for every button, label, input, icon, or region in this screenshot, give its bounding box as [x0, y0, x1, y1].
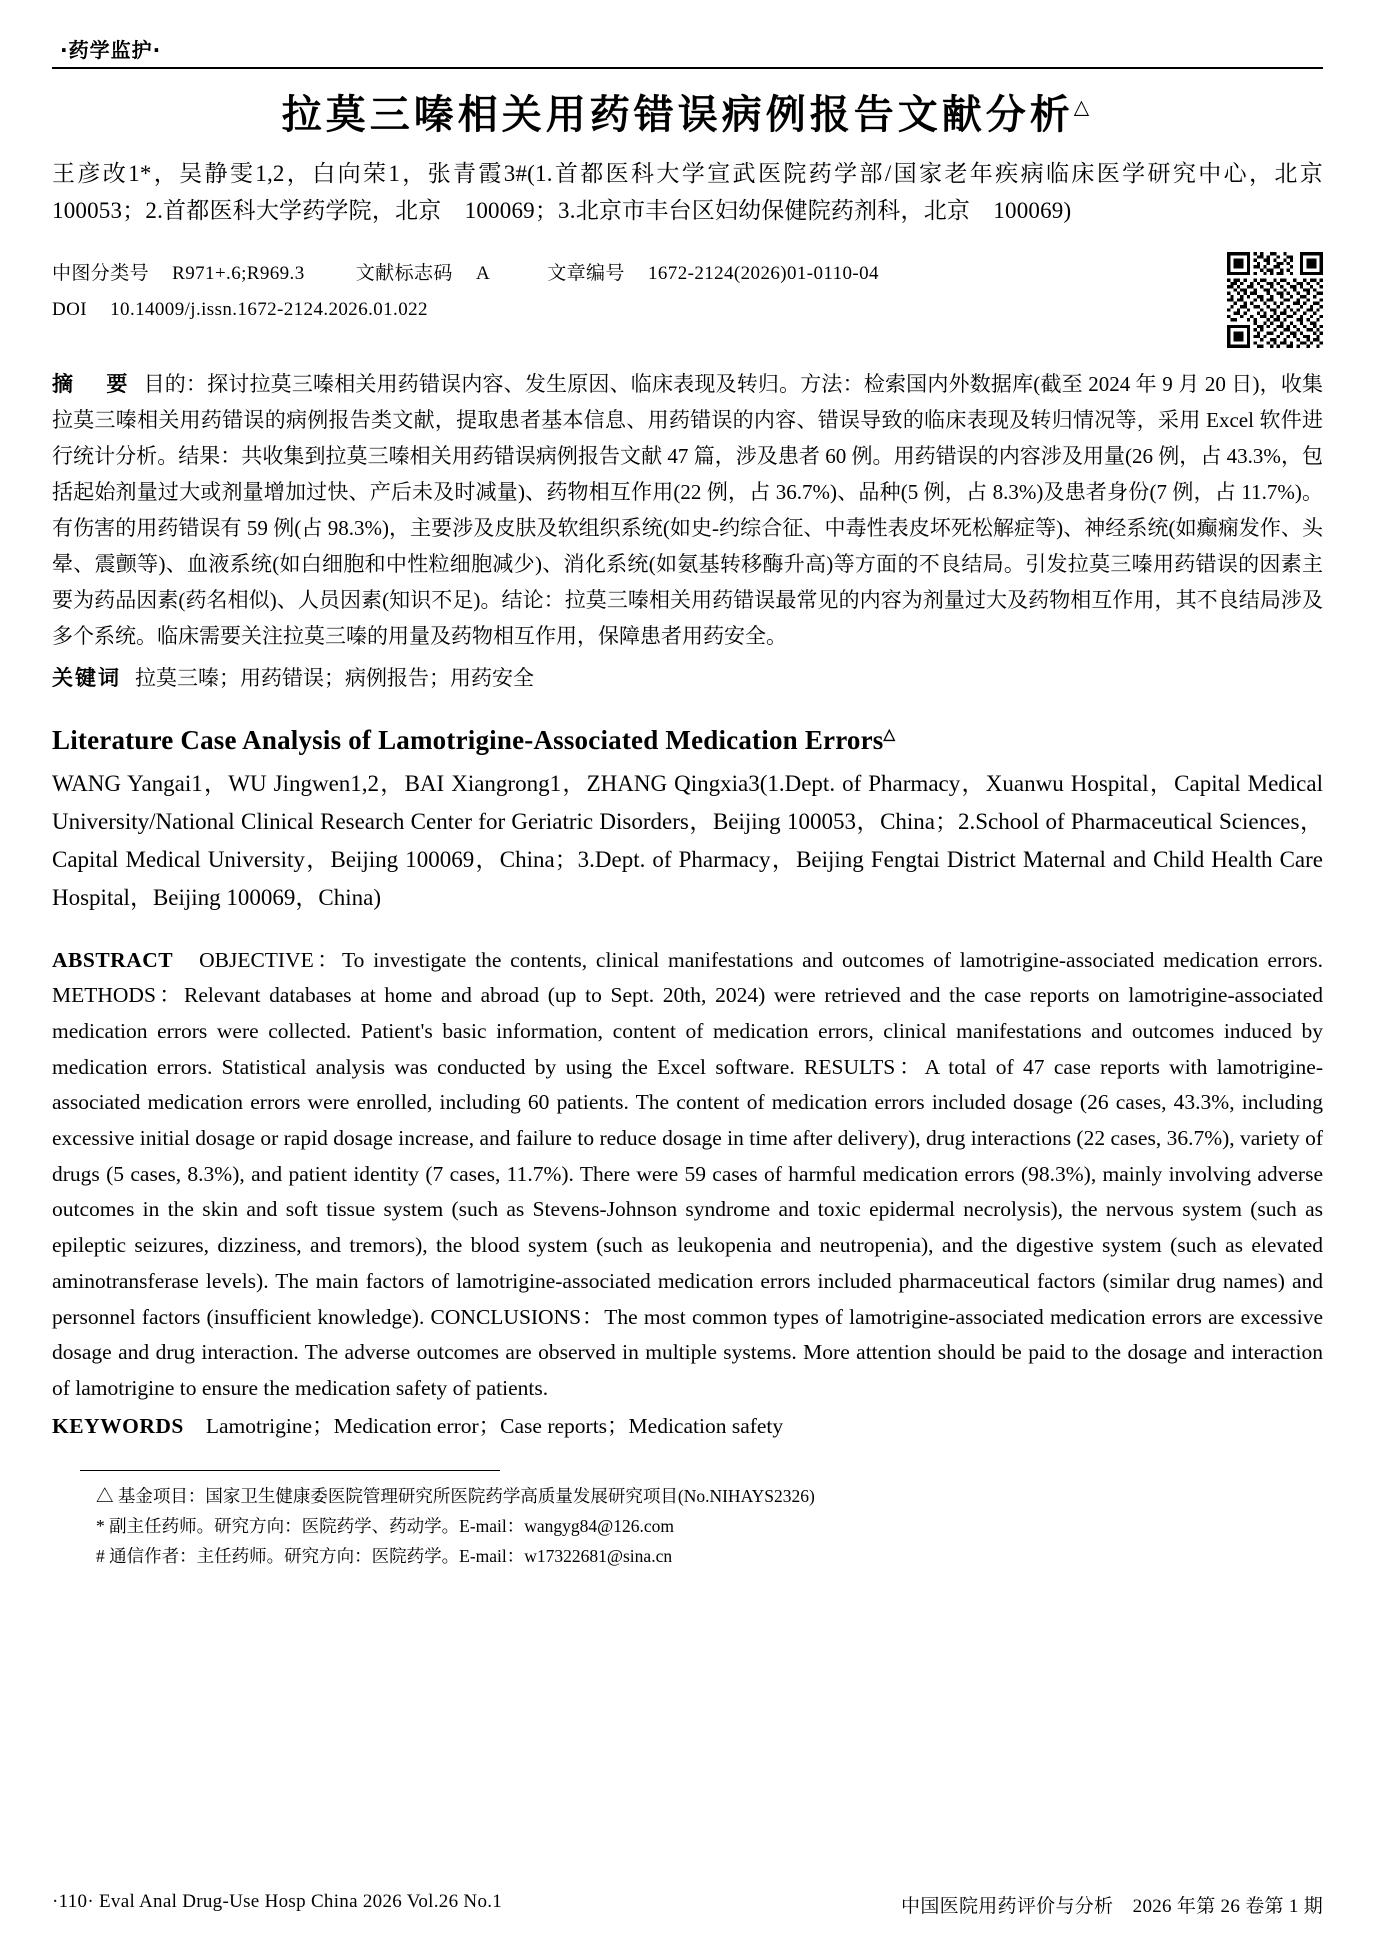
qr-code-icon[interactable] [1227, 252, 1323, 348]
abstract-en [52, 943, 1323, 1407]
authors-en: WANG Yangai1，WU Jingwen1,2，BAI Xiangrong1，ZHANG Qingxia3(1.Dept. of Pharmacy，Xuanwu Hospital，Capital Medical University/National Clinical Research Center for Geriatric Disorders，Beijing 100053，China；2.School of Pharmaceutical Sciences，Capital Medical University，Beijing 100069，China；3.Dept. of Pharmacy，Beijing Fengtai District Maternal and Child Health Care Hospital，Beijing 100069，China) [52, 770, 1323, 910]
keywords-cn-label: 关键词 [52, 666, 121, 691]
title-en-text: Literature Case Analysis of Lamotrigine-Associated Medication Errors [52, 725, 884, 756]
keywords-en [52, 1409, 1323, 1445]
article-id-label: 文章编号 [547, 262, 625, 284]
page-title-en [52, 722, 1323, 758]
meta-line-2 [52, 292, 1323, 328]
doc-code-value: A [475, 262, 491, 284]
footnote-item: * 副主任药师。研究方向：医院药学、药动学。E-mail：wangyg84@126.com [96, 1516, 675, 1537]
title-cn-footnote-mark: △ [1073, 94, 1094, 119]
keywords-en-label: KEYWORDS [52, 1413, 184, 1438]
abstract-cn-text: 目的：探讨拉莫三嗪相关用药错误内容、发生原因、临床表现及转归。方法：检索国内外数据库(截至 2024 年 9 月 20 日)，收集拉莫三嗪相关用药错误的病例报告类文献，提取患者基本信息、用药错误的内容、错误导致的临床表现及转归情况等，采用 Excel 软件进行统计分析。结果：共收集到拉莫三嗪相关用药错误病例报告文献 47 篇，涉及患者 60 例。用药错误的内容涉及用量(26 例，占 43.3%，包括起始剂量过大或剂量增加过快、产后未及时减量)、药物相互作用(22 例，占 36.7%)、品种(5 例，占 8.3%)及患者身份(7 例，占 11.7%)。有伤害的用药错误有 59 例(占 98.3%)，主要涉及皮肤及软组织系统(如史-约综合征、中毒性表皮坏死松解症等)、神经系统(如癫痫发作、头晕、震颤等)、血液系统(如白细胞和中性粒细胞减少)、消化系统(如氨基转移酶升高)等方面的不良结局。引发拉莫三嗪用药错误的因素主要为药品因素(药名相似)、人员因素(知识不足)。结论：拉莫三嗪相关用药错误最常见的内容为剂量过大及药物相互作用，其不良结局涉及多个系统。临床需要关注拉莫三嗪的用量及药物相互作用，保障患者用药安全。 [52, 371, 1324, 649]
clc-value: R971+.6;R969.3 [172, 262, 305, 284]
meta-line-1 [52, 256, 1323, 292]
article-meta [52, 256, 1323, 342]
abstract-cn [52, 366, 1323, 655]
keywords-cn [52, 660, 1323, 696]
doc-code-label: 文献标志码 [355, 262, 453, 284]
article-id-value: 1672-2124(2026)01-0110-04 [648, 262, 879, 284]
doi-value[interactable]: 10.14009/j.issn.1672-2124.2026.01.022 [110, 298, 428, 320]
authors-cn: 王彦改1*，吴静雯1,2，白向荣1，张青霞3#(1.首都医科大学宣武医院药学部/国家老年疾病临床医学研究中心，北京 100053；2.首都医科大学药学院，北京 100069；3.北京市丰台区妇幼保健院药剂科，北京 100069) [52, 161, 1347, 224]
footer-left: ·110· Eval Anal Drug-Use Hosp China 2026 Vol.26 No.1 [52, 1891, 503, 1912]
abstract-en-label: ABSTRACT [52, 947, 174, 972]
footnote-divider [80, 1470, 500, 1471]
keywords-en-text: Lamotrigine；Medication error；Case reports；Medication safety [205, 1413, 784, 1438]
footnote-item: # 通信作者：主任药师。研究方向：医院药学。E-mail：w17322681@sina.cn [96, 1546, 673, 1567]
clc-label: 中图分类号 [52, 262, 150, 284]
keywords-cn-text: 拉莫三嗪；用药错误；病例报告；用药安全 [135, 666, 534, 691]
doi-label: DOI [52, 298, 87, 320]
title-en-footnote-mark: △ [883, 727, 896, 744]
header-divider [52, 67, 1323, 69]
footnotes [96, 1481, 1323, 1571]
abstract-cn-label: 摘 要 [52, 371, 134, 396]
footnote-item: △ 基金项目：国家卫生健康委医院管理研究所医院药学高质量发展研究项目(No.NIHAYS2326) [96, 1486, 815, 1507]
column-label: ·药学监护· [60, 38, 162, 62]
title-cn-text: 拉莫三嗪相关用药错误病例报告文献分析 [281, 92, 1074, 138]
footer-right: 中国医院用药评价与分析 2026 年第 26 卷第 1 期 [901, 1896, 1323, 1917]
page-footer [52, 1891, 1323, 1918]
page-title [52, 91, 1323, 139]
abstract-en-text: OBJECTIVE：To investigate the contents, clinical manifestations and outcomes of lamotrigine-associated medication errors. METHODS：Relevant databases at home and abroad (up to Sept. 20th, 2024) were retrieved and the case reports on lamotrigine-associated medication errors were collected. Patient's basic information, content of medication errors, clinical manifestations and outcomes induced by medication errors. Statistical analysis was conducted by using the Excel software. RESULTS：A total of 47 case reports with lamotrigine-associated medication errors were enrolled, including 60 patients. The content of medication errors included dosage (26 cases, 43.3%, including excessive initial dosage or rapid dosage increase, and failure to reduce dosage in time after delivery), drug interactions (22 cases, 36.7%), variety of drugs (5 cases, 8.3%), and patient identity (7 cases, 11.7%). There were 59 cases of harmful medication errors (98.3%), mainly involving adverse outcomes in the skin and soft tissue system (such as Stevens-Johnson syndrome and toxic epidermal necrolysis), the nervous system (such as epileptic seizures, dizziness, and tremors), the blood system (such as leukopenia and neutropenia), and the digestive system (such as elevated aminotransferase levels). The main factors of lamotrigine-associated medication errors included pharmaceutical factors (similar drug names) and personnel factors (insufficient knowledge). CONCLUSIONS：The most common types of lamotrigine-associated medication errors are excessive dosage and drug interaction. The adverse outcomes are observed in multiple systems. More attention should be paid to the dosage and interaction of lamotrigine to ensure the medication safety of patients. [52, 947, 1323, 1400]
